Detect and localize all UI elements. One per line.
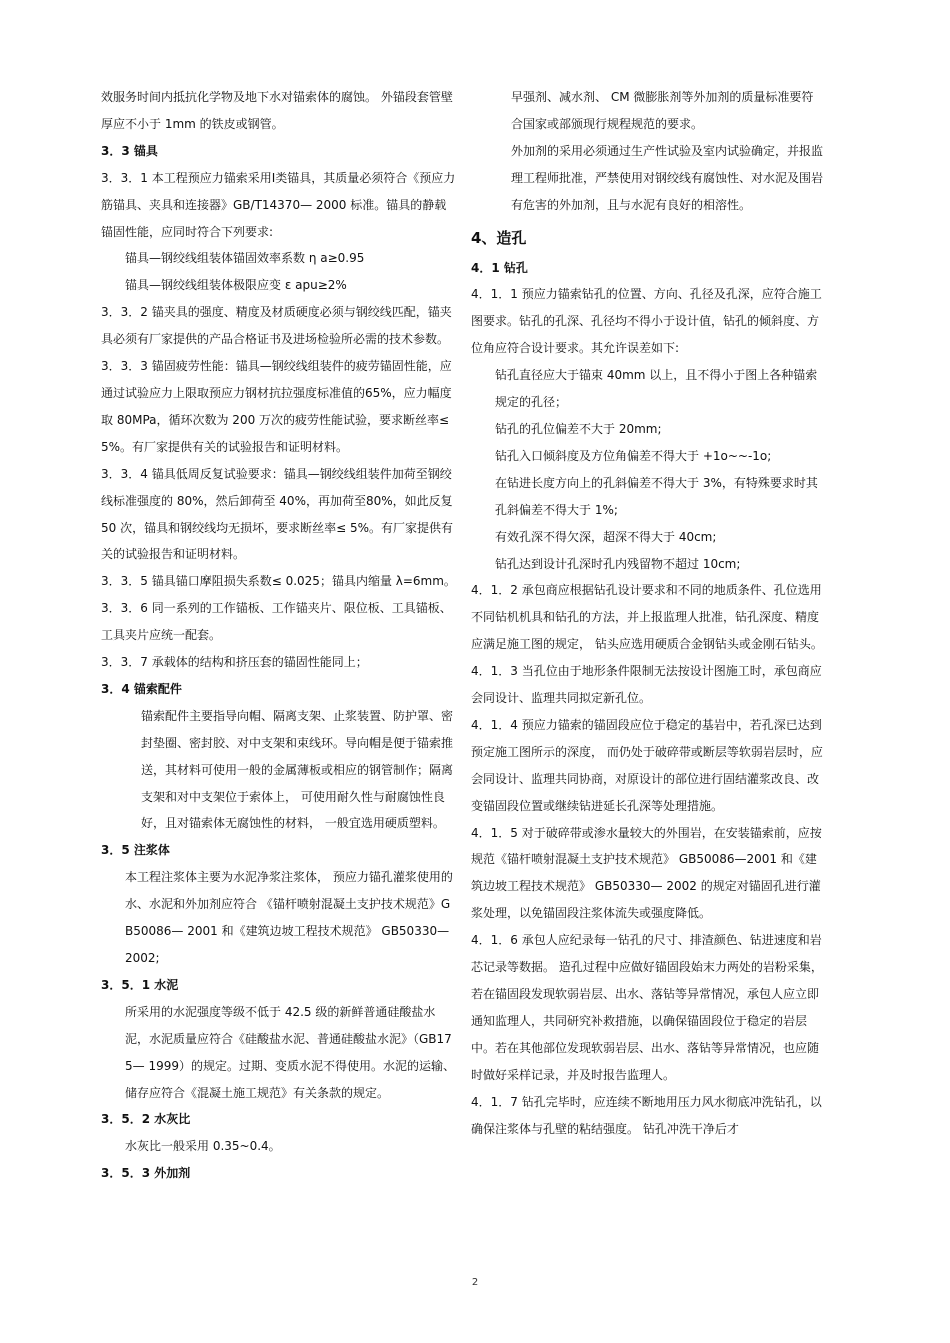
left-column-paragraph: 水灰比一般采用 0.35~0.4。 [125,1139,281,1154]
right-column-paragraph: 钻孔达到设计孔深时孔内残留物不超过 10cm; [495,556,741,571]
right-column-paragraph: 4．1 钻孔 [471,260,528,275]
right-column-paragraph: 4．1．3 当孔位由于地形条件限制无法按设计图施工时，承包商应会同设计、监理共同拟定新孔位。 [471,664,822,706]
right-column-paragraph: 在钻进长度方向上的孔斜偏差不得大于 3%，有特殊要求时其孔斜偏差不得大于 1%; [495,475,818,517]
right-column [471,84,823,1142]
right-column-paragraph: 钻孔入口倾斜度及方位角偏差不得大于 +1o~~-1o; [495,448,772,463]
left-column-paragraph: 本工程注浆体主要为水泥净浆注浆体， 预应力锚孔灌浆使用的水、水泥和外加剂应符合 《锚杆喷射混凝土支护技术规范》GB50086— 2001 和《建筑边坡工程技术规范》 GB50330— 2002; [125,870,453,965]
right-column-paragraph: 早强剂、减水剂、 CM 微膨胀剂等外加剂的质量标准要符合国家或部颁现行规程规范的要求。 [511,90,814,131]
left-column-paragraph: 锚具—钢绞线组装体极限应变 ε apu≥2% [125,278,347,293]
page-number: 2 [471,1277,479,1288]
left-column-paragraph: 锚索配件主要指导向帽、隔离支架、止浆装置、防护罩、密封垫圈、密封胶、对中支架和束线环。导向帽是便于锚索推送，其材料可使用一般的金属薄板或相应的钢管制作；隔离支架和对中支架位于索体上， 可使用耐久性与耐腐蚀性良好，且对锚索体无腐蚀性的材料， 一般宜选用硬质塑料。 [141,708,454,831]
left-column-paragraph: 3．3 锚具 [101,143,158,158]
right-column-paragraph: 有效孔深不得欠深，超深不得大于 40cm; [495,529,717,544]
right-column-paragraph: 钻孔直径应大于锚束 40mm 以上，且不得小于图上各种锚索规定的孔径； [495,368,818,410]
left-column-paragraph: 3．3．4 锚具低周反复试验要求：锚具—钢绞线组装件加荷至钢绞线标准强度的 80%，然后卸荷至 40%，再加荷至80%，如此反复 50 次，锚具和钢绞线均无损坏，要求断丝率≤ 5%。有厂家提供有关的试验报告和证明材料。 [101,466,453,562]
left-column-paragraph: 3．3．3 锚固疲劳性能：锚具—钢绞线组装件的疲劳锚固性能，应通过试验应力上限取预应力钢材抗拉强度标准值的65%，应力幅度取 80MPa，循环次数为 200 万次的疲劳性能试验，要求断丝率≤ 5%。有厂家提供有关的试验报告和证明材料。 [101,359,452,454]
right-column-paragraph: 4．1．6 承包人应纪录每一钻孔的尺寸、排渣颜色、钻进速度和岩芯记录等数据。 造孔过程中应做好锚固段始末力两处的岩粉采集，若在锚固段发现软弱岩层、出水、落钻等异常情况，承包人应立即通知监理人，共同研究补救措施，以确保锚固段位于稳定的岩层中。若在其他部位发现软弱岩层、出水、落钻等异常情况，也应随时做好采样记录，并及时报告监理人。 [471,933,823,1082]
left-column-paragraph: 3．3．7 承载体的结构和挤压套的锚固性能同上； [101,655,368,670]
right-column-paragraph: 4．1．7 钻孔完毕时，应连续不断地用压力风水彻底冲洗钻孔，以确保注浆体与孔壁的粘结强度。 钻孔冲洗干净后才 [471,1094,822,1136]
left-column-paragraph: 3．5．1 水泥 [101,977,179,992]
left-column-paragraph: 3．3．6 同一系列的工作锚板、工作锚夹片、限位板、工具锚板、工具夹片应统一配套。 [101,601,452,643]
right-column-paragraph: 钻孔的孔位偏差不大于 20mm; [495,421,662,436]
left-column-paragraph: 效服务时间内抵抗化学物及地下水对锚索体的腐蚀。 外锚段套管壁厚应不小于 1mm 的铁皮或钢管。 [101,90,453,131]
left-column-paragraph: 3．3．2 锚夹具的强度、精度及材质硬度必须与钢绞线匹配，锚夹具必须有厂家提供的产品合格证书及进场检验所必需的技术参数。 [101,305,452,347]
left-column-paragraph: 3．3．5 锚具锚口摩阻损失系数≤ 0.025；锚具内缩量 λ=6mm。 [101,574,456,589]
left-column-paragraph: 3．3．1 本工程预应力锚索采用Ⅰ类锚具，其质量必须符合《预应力筋锚具、夹具和连接器》GB/T14370— 2000 标准。锚具的静载锚固性能，应同时符合下列要求: [101,170,456,239]
right-column-paragraph: 4．1．1 预应力锚索钻孔的位置、方向、孔径及孔深，应符合施工图要求。钻孔的孔深、孔径均不得小于设计值，钻孔的倾斜度、方位角应符合设计要求。其允许误差如下: [471,287,822,356]
left-column-paragraph: 3．5 注浆体 [101,843,170,858]
left-column-paragraph: 3．5．2 水灰比 [101,1112,191,1127]
right-column-paragraph: 4．1．2 承包商应根据钻孔设计要求和不同的地质条件、孔位选用不同钻机机具和钻孔的方法，并上报监理人批准，钻孔深度、精度应满足施工图的规定， 钻头应选用硬质合金钢钻头或金刚石钻头。 [471,583,823,652]
right-column-paragraph: 4．1．4 预应力锚索的锚固段应位于稳定的基岩中，若孔深已达到预定施工图所示的深度， 而仍处于破碎带或断层等软弱岩层时，应会同设计、监理共同协商，对原设计的部位进行固结灌浆改良、改变锚固段位置或继续钻进延长孔深等处理措施。 [471,717,823,813]
right-column-paragraph: 4．1．5 对于破碎带或渗水量较大的外围岩，在安装锚索前，应按规范《锚杆喷射混凝土支护技术规范》 GB50086—2001 和《建筑边坡工程技术规范》 GB50330— 2002 的规定对锚固孔进行灌浆处理，以免锚固段注浆体流失或强度降低。 [471,825,822,921]
left-column-paragraph: 锚具—钢绞线组装体锚固效率系数 η a≥0.95 [125,251,365,266]
left-column [101,84,457,1187]
left-column-paragraph: 所采用的水泥强度等级不低于 42.5 级的新鲜普通硅酸盐水泥，水泥质量应符合《硅酸盐水泥、普通硅酸盐水泥》（GB175— 1999）的规定。过期、变质水泥不得使用。水泥的运输、储存应符合《混凝土施工规范》有关条款的规定。 [125,1004,455,1100]
right-column-paragraph: 4、造孔 [471,228,527,247]
left-column-paragraph: 3．5．3 外加剂 [101,1166,191,1181]
right-column-paragraph: 外加剂的采用必须通过生产性试验及室内试验确定，并报监理工程师批准，严禁使用对钢绞线有腐蚀性、对水泥及围岩有危害的外加剂，且与水泥有良好的相溶性。 [511,143,824,212]
left-column-paragraph: 3．4 锚索配件 [101,681,182,696]
